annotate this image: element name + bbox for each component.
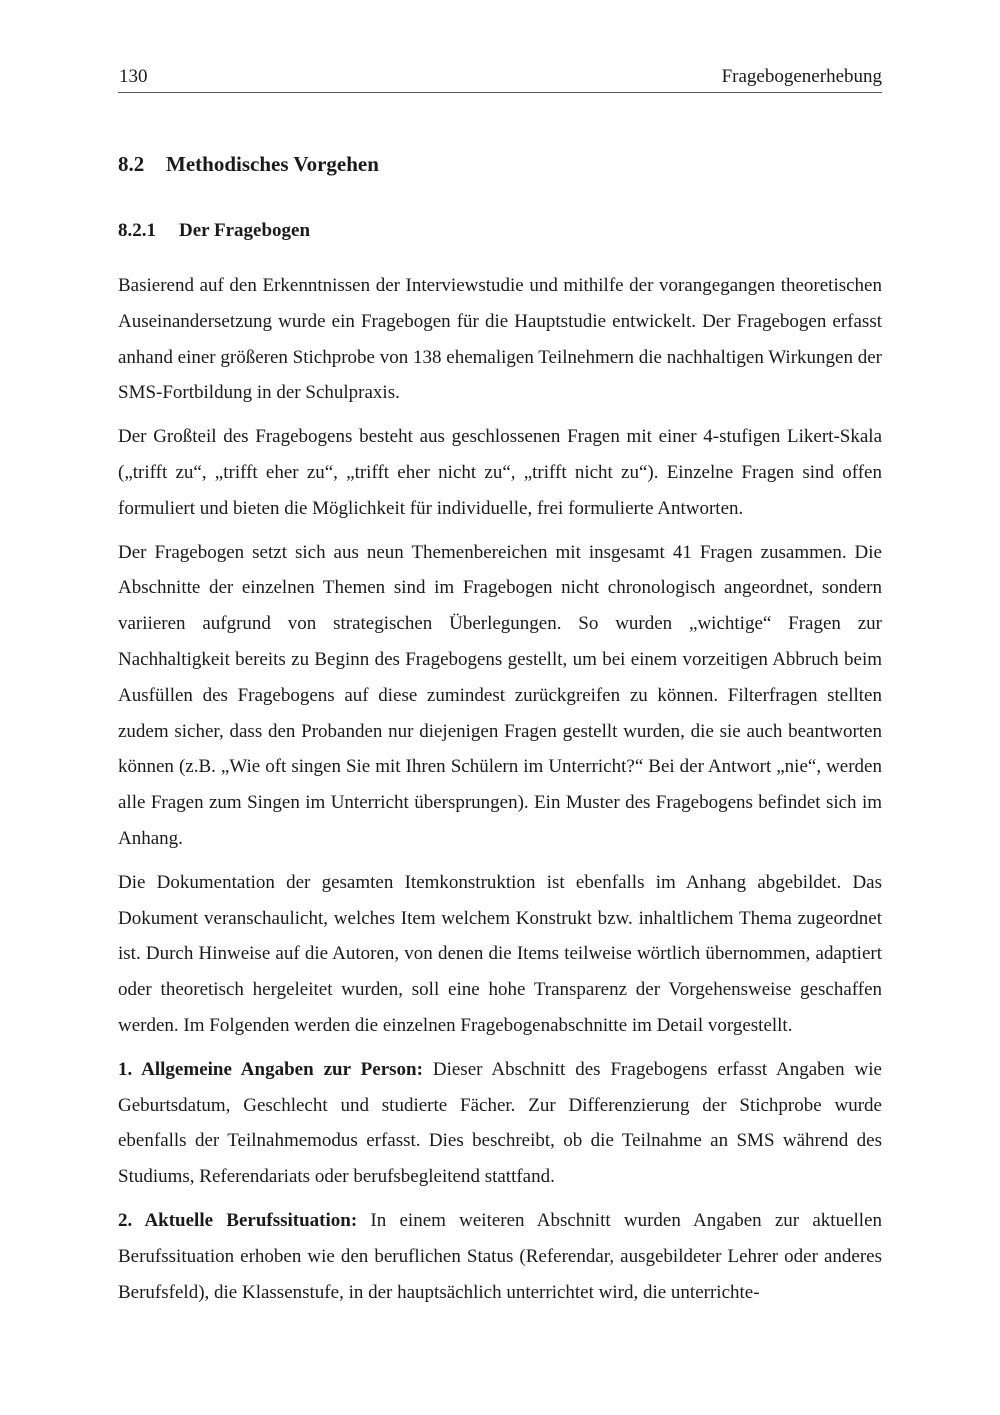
item-label: 2. Aktuelle Berufssituation: — [118, 1209, 358, 1231]
body-text — [118, 268, 882, 1318]
numbered-item — [118, 1052, 882, 1195]
paragraph: Der Fragebogen setzt sich aus neun Themenbereichen mit insgesamt 41 Fragen zusammen. Die Abschnitte der einzelnen Themen sind im Fragebogen nicht chronologisch angeordnet, sondern variieren aufgrund von strategischen Überlegungen. So wurden „wichtige“ Fragen zur Nachhaltigkeit bereits zu Beginn des Fragebogens gestellt, um bei einem vorzeitigen Abbruch beim Ausfüllen des Fragebogens auf diese zumindest zurückgreifen zu können. Filterfragen stellten zudem sicher, dass den Probanden nur diejenigen Fragen gestellt wurden, die sie auch beantworten können (z.B. „Wie oft singen Sie mit Ihren Schülern im Unterricht?“ Bei der Antwort „nie“, werden alle Fragen zum Singen im Unterricht übersprungen). Ein Muster des Fragebogens befindet sich im Anhang. — [118, 541, 882, 849]
paragraph: Basierend auf den Erkenntnissen der Interviewstudie und mithilfe der vorangegangen theoretischen Auseinandersetzung wurde ein Fragebogen für die Hauptstudie entwickelt. Der Fragebogen erfasst anhand einer größeren Stichprobe von 138 ehemaligen Teilnehmern die nachhaltigen Wirkungen der SMS-Fortbildung in der Schulpraxis. — [118, 275, 882, 404]
page-number: 130 — [119, 66, 148, 87]
subsection-number: 8.2.1 — [118, 220, 156, 241]
section-heading — [118, 152, 379, 177]
item-label: 1. Allgemeine Angaben zur Person: — [118, 1058, 423, 1080]
running-title: Fragebogenerhebung — [721, 66, 882, 87]
paragraph: Der Großteil des Fragebogens besteht aus geschlossenen Fragen mit einer 4-stufigen Likert-Skala („trifft zu“, „trifft eher zu“, „trifft eher nicht zu“, „trifft nicht zu“). Einzelne Fragen sind offen formuliert und bieten die Möglichkeit für individuelle, frei formulierte Antworten. — [118, 426, 882, 519]
section-title: Methodisches Vorgehen — [166, 152, 379, 176]
subsection-heading — [118, 220, 310, 242]
item-text: In einem weiteren Abschnitt wurden Angaben zur aktuellen Berufssituation erhoben wie den beruflichen Status (Referendar, ausgebildeter Lehrer oder anderes Berufsfeld), die Klassenstufe, in der hauptsächlich unterrichtet wird, die unterrichte- — [118, 1209, 882, 1303]
numbered-item — [118, 1203, 882, 1310]
page-header — [118, 66, 882, 93]
item-text: Dieser Abschnitt des Fragebogens erfasst Angaben wie Geburtsdatum, Geschlecht und studierte Fächer. Zur Differenzierung der Stichprobe wurde ebenfalls der Teilnahmemodus erfasst. Dies beschreibt, ob die Teilnahme an SMS während des Studiums, Referendariats oder berufsbegleitend stattfand. — [118, 1058, 882, 1188]
section-number: 8.2 — [118, 152, 145, 176]
paragraph: Die Dokumentation der gesamten Itemkonstruktion ist ebenfalls im Anhang abgebildet. Das Dokument veranschaulicht, welches Item welchem Konstrukt bzw. inhaltlichem Thema zugeordnet ist. Durch Hinweise auf die Autoren, von denen die Items teilweise wörtlich übernommen, adaptiert oder theoretisch hergeleitet wurden, soll eine hohe Transparenz der Vorgehensweise geschaffen werden. Im Folgenden werden die einzelnen Fragebogenabschnitte im Detail vorgestellt. — [118, 871, 882, 1036]
subsection-title: Der Fragebogen — [179, 220, 311, 241]
